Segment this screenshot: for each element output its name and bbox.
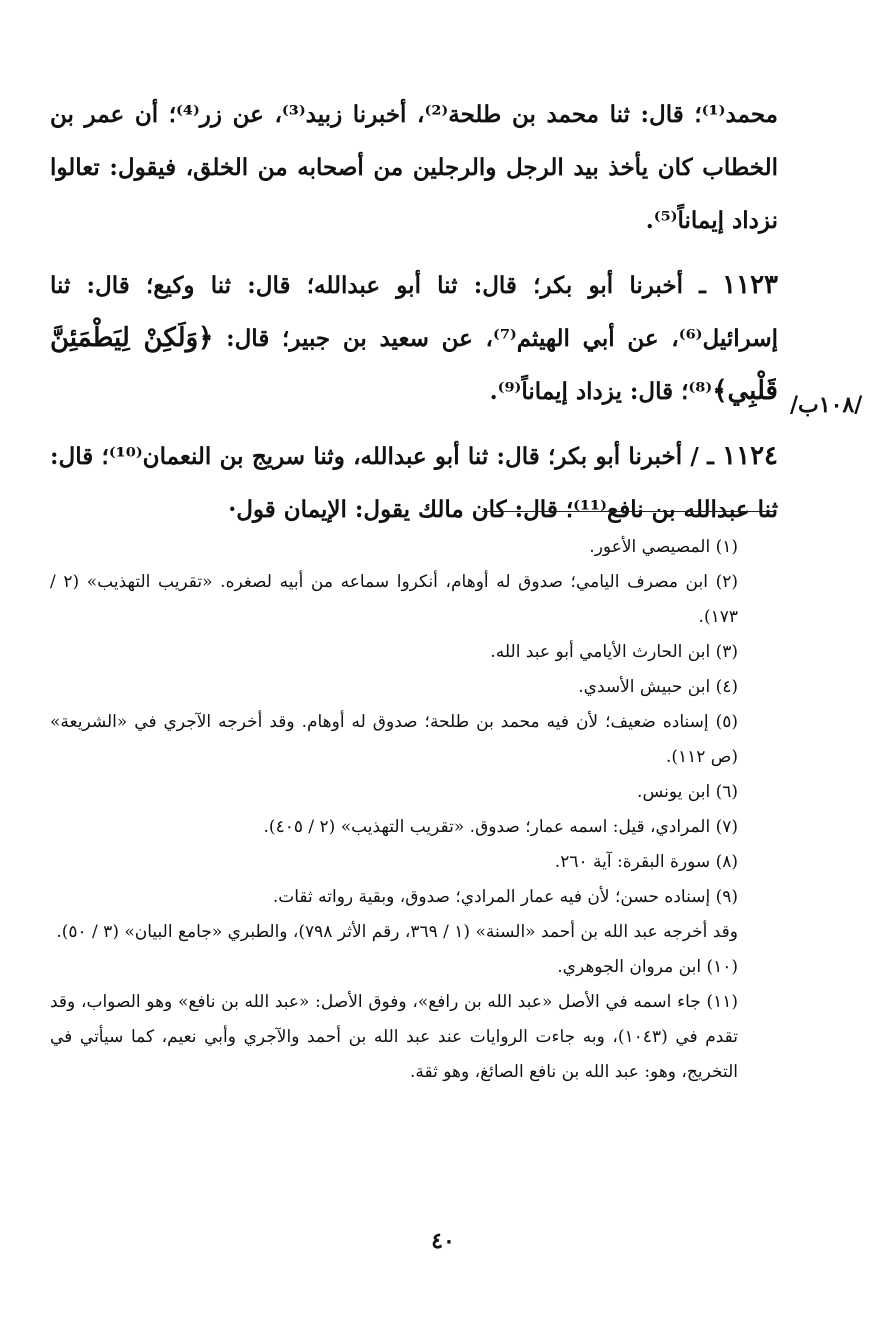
footnote-7: (٧) المرادي، قيل: اسمه عمار؛ صدوق. «تقريب التهذيب» (٢ / ٤٠٥). [263, 817, 738, 837]
footnote-9-continued: وقد أخرجه عبد الله بن أحمد «السنة» (١ / ٣٦٩، رقم الأثر ٧٩٨)، والطبري «جامع البيان» (٣ / ٥٠). [56, 922, 738, 942]
footnote-10: (١٠) ابن مروان الجوهري. [557, 957, 738, 977]
page-number: ٤٠ [431, 1228, 455, 1254]
footnote-3: (٣) ابن الحارث الأيامي أبو عبد الله. [490, 642, 738, 662]
footnote-5: (٥) إسناده ضعيف؛ لأن فيه محمد بن طلحة؛ صدوق له أوهام. وقد أخرجه الآجري في «الشريعة» (ص ١١٢). [50, 712, 738, 767]
footnote-11: (١١) جاء اسمه في الأصل «عبد الله بن رافع»، وفوق الأصل: «عبد الله بن نافع» وهو الصواب، وقد تقدم في (١٠٤٣)، وبه جاءت الروايات عند عبد الله بن أحمد والآجري وأبي نعيم، كما سيأتي في التخريج، وهو: عبد الله بن نافع الصائغ، وهو ثقة. [50, 992, 738, 1082]
hadith-text-end: ⁽⁸⁾؛ قال: يزداد إيماناً⁽⁹⁾. [489, 378, 713, 405]
paragraph-continuation: محمد⁽¹⁾؛ قال: ثنا محمد بن طلحة⁽²⁾، أخبرنا زبيد⁽³⁾، عن زر⁽⁴⁾؛ أن عمر بن الخطاب كان يأخذ بيد الرجل والرجلين من أصحابه من الخلق، فيقول: تعالوا نزداد إيماناً⁽⁵⁾. [50, 101, 778, 234]
hadith-1124 [50, 430, 778, 536]
footnotes [50, 530, 778, 1090]
footnote-6: (٦) ابن يونس. [637, 782, 738, 802]
hadith-1123 [50, 259, 778, 418]
quran-quote: ﴿وَلَكِنْ لِيَطْمَئِنَّ قَلْبِي﴾ [50, 323, 778, 406]
hadith-text: ـ / أخبرنا أبو بكر؛ قال: ثنا أبو عبدالله، وثنا سريج بن النعمان⁽¹⁰⁾؛ قال: ثنا عبدالله بن نافع⁽¹¹⁾؛ قال: كان مالك يقول: الإيمان قول· [50, 443, 778, 523]
main-text [50, 88, 778, 548]
hadith-number: ١١٢٤ [722, 441, 778, 471]
footnote-8: (٨) سورة البقرة: آية ٢٦٠. [554, 852, 738, 872]
footnote-4: (٤) ابن حبيش الأسدي. [578, 677, 738, 697]
footnote-separator [482, 511, 776, 512]
manuscript-folio-marker: /١٠٨ب/ [790, 392, 863, 418]
hadith-number: ١١٢٣ [722, 270, 778, 300]
footnote-9: (٩) إسناده حسن؛ لأن فيه عمار المرادي؛ صدوق، وبقية رواته ثقات. [272, 887, 738, 907]
footnote-2: (٢) ابن مصرف اليامي؛ صدوق له أوهام، أنكروا سماعه من أبيه لصغره. «تقريب التهذيب» (٢ / ١٧٣). [50, 572, 738, 627]
footnote-1: (١) المصيصي الأعور. [589, 537, 738, 557]
hadith-text: ـ أخبرنا أبو بكر؛ قال: ثنا أبو عبدالله؛ قال: ثنا وكيع؛ قال: ثنا إسرائيل⁽⁶⁾، عن أبي الهيثم⁽⁷⁾، عن سعيد بن جبير؛ قال: [50, 272, 778, 352]
